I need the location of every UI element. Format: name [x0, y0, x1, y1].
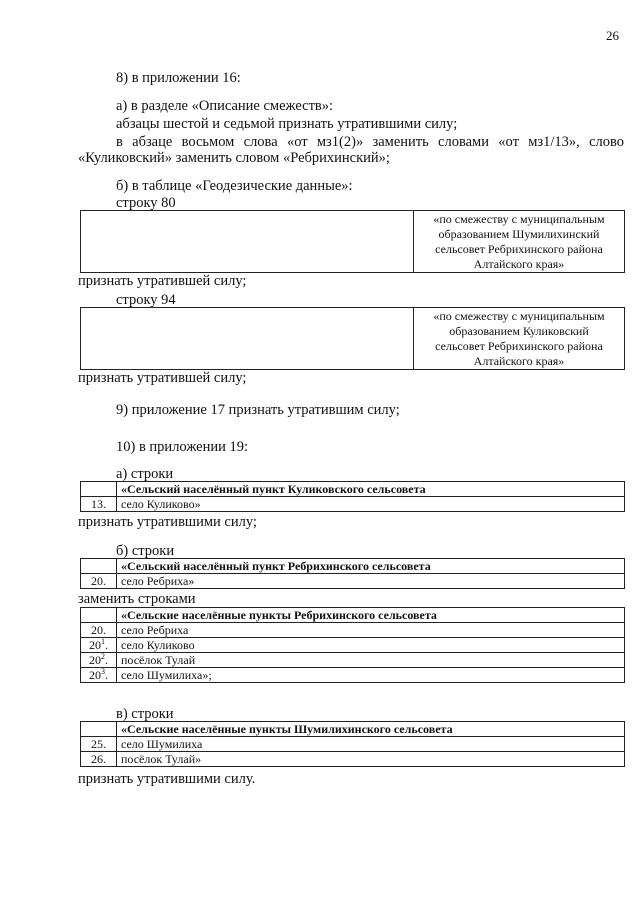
item10-a-label: а) строки	[116, 466, 174, 482]
name-cell: посёлок Тулай»	[117, 752, 625, 767]
row80-desc-line: образованием Шумилихинский	[438, 227, 600, 241]
row80-after: признать утратившей силу;	[78, 273, 247, 289]
num-cell: 13.	[81, 497, 117, 512]
name-cell: село Шумилиха»;	[117, 668, 625, 683]
table-row	[81, 752, 625, 767]
table-row	[81, 482, 625, 497]
num-cell	[81, 559, 117, 574]
item8-a-line1: абзацы шестой и седьмой признать утратившими силу;	[116, 116, 458, 132]
row94-label: строку 94	[116, 292, 176, 308]
num-cell	[81, 623, 117, 638]
item10-b-replace: заменить строками	[78, 591, 196, 607]
row94-desc-line: Алтайского края»	[473, 354, 565, 368]
num-cell	[81, 608, 117, 623]
row94-desc-line: сельсовет Ребрихинского района	[435, 339, 603, 353]
num-cell	[81, 722, 117, 737]
settlements-table-a	[80, 481, 625, 512]
row94-desc-line: «по смежеству с муниципальным	[433, 309, 605, 323]
row-number: 20	[89, 653, 101, 667]
num-cell: 20.	[81, 574, 117, 589]
table-row	[81, 559, 625, 574]
table-row	[81, 574, 625, 589]
geodesic-row-94-desc	[414, 308, 625, 370]
item8-a-line2: в абзаце восьмом слова «от мз1(2)» заменить словами «от мз1/13», слово	[116, 134, 624, 150]
item10-a-after: признать утратившими силу;	[78, 514, 257, 530]
table-row	[81, 722, 625, 737]
row-number: 20	[89, 638, 101, 652]
row94-desc-line: образованием Куликовский	[449, 324, 589, 338]
row-number: 20.	[91, 623, 106, 637]
num-cell: $20^1$.	[81, 638, 117, 653]
name-cell: село Куликово»	[117, 497, 625, 512]
item8-a-title: а) в разделе «Описание смежеств»:	[116, 98, 334, 114]
item8-b-title: б) в таблице «Геодезические данные»:	[116, 178, 353, 194]
name-cell: село Ребриха»	[117, 574, 625, 589]
geodesic-row-80-empty-cell	[81, 211, 414, 273]
header-cell: «Сельские населённые пункты Шумилихинского сельсовета	[117, 722, 625, 737]
item10-b-label: б) строки	[116, 543, 175, 559]
header-cell: «Сельский населённый пункт Ребрихинского сельсовета	[117, 559, 625, 574]
num-cell: 26.	[81, 752, 117, 767]
item10-c-after: признать утратившими силу.	[78, 771, 256, 787]
item9-text: 9) приложение 17 признать утратившим силу;	[116, 402, 400, 418]
row80-desc-line: Алтайского края»	[473, 257, 565, 271]
header-cell: «Сельский населённый пункт Куликовского сельсовета	[117, 482, 625, 497]
row-number-sup: 2	[101, 652, 105, 661]
settlements-table-b	[80, 558, 625, 589]
settlements-table-b-new	[80, 607, 625, 683]
geodesic-row-94-table	[80, 307, 625, 370]
table-row	[81, 653, 625, 668]
table-row	[81, 497, 625, 512]
item10-c-label: в) строки	[116, 706, 174, 722]
num-cell: 25.	[81, 737, 117, 752]
num-cell	[81, 482, 117, 497]
header-cell: «Сельские населённые пункты Ребрихинского сельсовета	[117, 608, 625, 623]
name-cell: село Шумилиха	[117, 737, 625, 752]
item8-heading: 8) в приложении 16:	[116, 70, 241, 86]
table-row	[81, 737, 625, 752]
row-number-sup: 3	[101, 667, 105, 676]
geodesic-row-94-empty-cell	[81, 308, 414, 370]
name-cell: село Куликово	[117, 638, 625, 653]
num-cell: $20^3$.	[81, 668, 117, 683]
num-cell: $20^2$.	[81, 653, 117, 668]
row80-desc-line: «по смежеству с муниципальным	[433, 212, 605, 226]
row80-label: строку 80	[116, 195, 176, 211]
page-number: 26	[606, 28, 619, 43]
geodesic-row-80-table	[80, 210, 625, 273]
row80-desc-line: сельсовет Ребрихинского района	[435, 242, 603, 256]
row-number: 20	[89, 668, 101, 682]
name-cell: село Ребриха	[117, 623, 625, 638]
table-row	[81, 623, 625, 638]
name-cell: посёлок Тулай	[117, 653, 625, 668]
table-row	[81, 668, 625, 683]
item10-heading: 10) в приложении 19:	[116, 439, 249, 455]
item8-a-line3: «Куликовский» заменить словом «Ребрихинский»;	[78, 150, 390, 166]
row-number-sup: 1	[101, 637, 105, 646]
table-row	[81, 638, 625, 653]
geodesic-row-80-desc	[414, 211, 625, 273]
table-row	[81, 608, 625, 623]
settlements-table-c	[80, 721, 625, 767]
row94-after: признать утратившей силу;	[78, 370, 247, 386]
